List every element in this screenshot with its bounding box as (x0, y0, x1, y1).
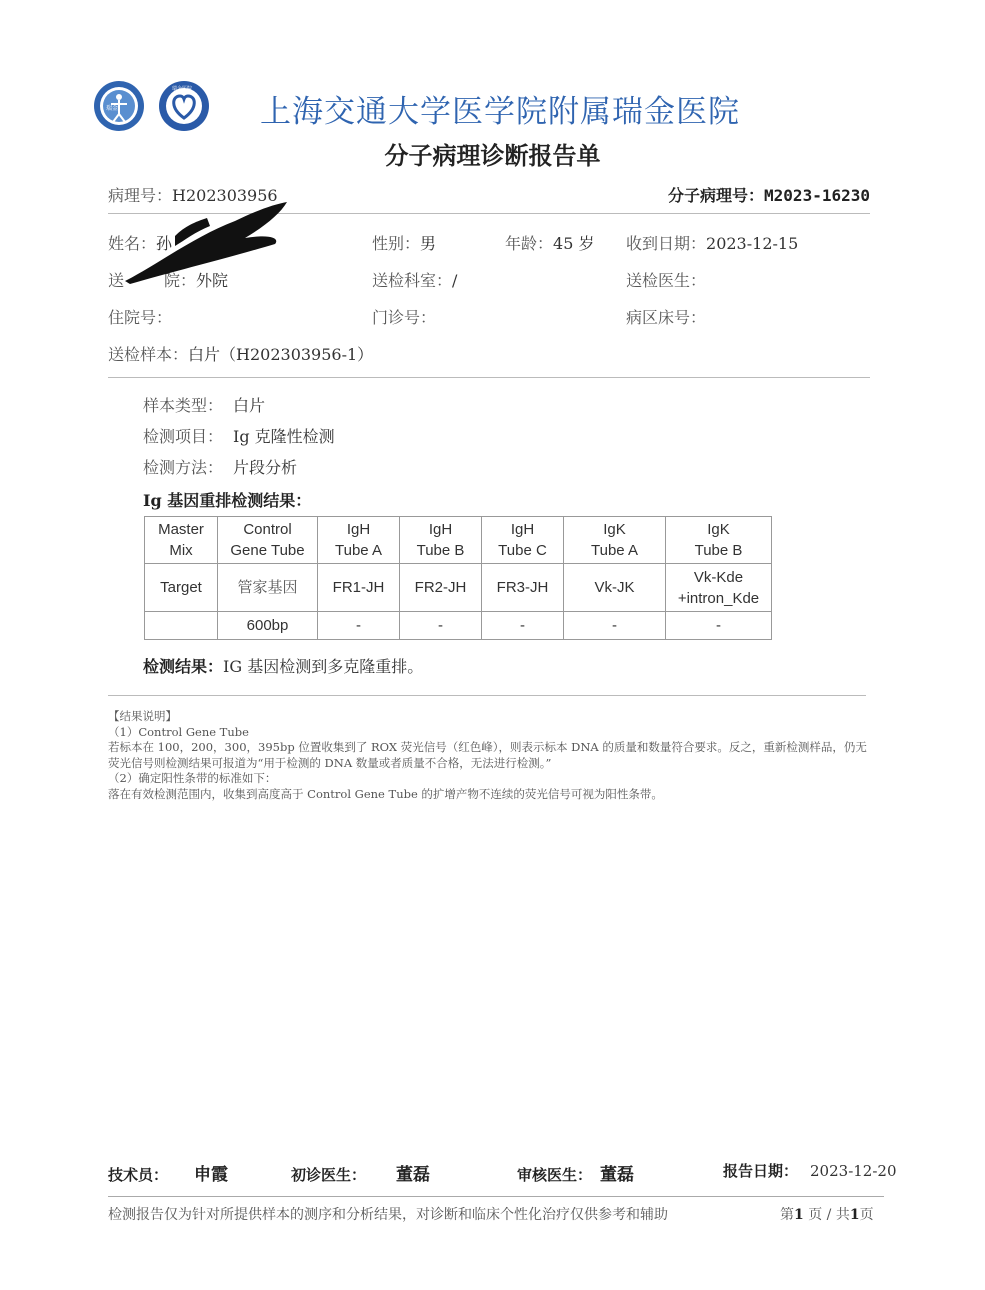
table-cell: - (564, 612, 666, 640)
test-item-value: Ig 克隆性检测 (233, 427, 335, 446)
sample-type-value: 白片 (233, 396, 266, 415)
divider-notes (108, 695, 866, 696)
sample-type-label: 样本类型： (143, 396, 224, 415)
table-cell: - (400, 612, 482, 640)
sample-value: 白片（H202303956-1） (188, 345, 374, 364)
technician-label: 技术员： (108, 1166, 169, 1184)
age-label: 年龄： (505, 234, 554, 253)
hospital-name: 上海交通大学医学院附属瑞金医院 (260, 94, 740, 130)
molecular-pathology-number (668, 183, 870, 206)
report-title: 分子病理诊断报告单 (384, 142, 601, 170)
table-header-cell: IgH Tube C (482, 517, 564, 564)
patient-sex (372, 231, 436, 254)
initial-doctor-label: 初诊医生： (291, 1166, 367, 1184)
submitting-dept (372, 268, 457, 291)
test-item-label: 检测项目： (143, 427, 224, 446)
sex-value: 男 (420, 234, 437, 253)
sample-label: 送检样本： (108, 345, 189, 364)
table-cell: FR2-JH (400, 564, 482, 612)
sample-type (143, 393, 265, 416)
technician-signature: 申霞 (194, 1165, 229, 1185)
inpatient-number (108, 305, 172, 328)
submitting-hospital-value: 外院 (196, 271, 229, 290)
logo-right-text: 瑞金医院 (172, 86, 193, 92)
review-doctor-label: 审核医生： (517, 1166, 593, 1184)
received-date (626, 231, 798, 254)
note-line: 落在有效检测范围内，收集到高度高于 Control Gene Tube 的扩增产物不连续的荧光信号可视为阳性条带。 (108, 786, 663, 801)
ward-bed (626, 305, 706, 328)
table-cell: 600bp (218, 612, 318, 640)
table-header-cell: IgH Tube A (318, 517, 400, 564)
submitting-doctor (626, 268, 706, 291)
table-header-cell: Master Mix (145, 517, 218, 564)
report-date-label: 报告日期： (723, 1162, 799, 1180)
redaction-scribble (115, 196, 295, 291)
hospital-emblem-left (93, 80, 145, 132)
received-date-value: 2023-12-15 (706, 234, 799, 253)
dept-value: / (452, 271, 458, 290)
inpatient-label: 住院号： (108, 308, 173, 327)
outpatient-number (372, 305, 436, 328)
table-cell: Vk-JK (564, 564, 666, 612)
outpatient-label: 门诊号： (372, 308, 437, 327)
patient-age (505, 231, 594, 254)
technician (108, 1160, 228, 1185)
test-method-label: 检测方法： (143, 458, 224, 477)
table-header-cell: IgK Tube A (564, 517, 666, 564)
review-doctor-signature: 董磊 (600, 1165, 635, 1185)
note-line: 若标本在 100，200，300，395bp 位置收集到了 ROX 荧光信号（红色峰），则表示标本 DNA 的质量和数量符合要求。反之，重新检测样品，仍无荧光信号则检测结果可报道为“用于检测的 DNA 数量或者质量不合格，无法进行检测。” (108, 740, 867, 770)
page-total: 1 (849, 1207, 860, 1223)
table-cell: FR1-JH (318, 564, 400, 612)
result-section-title: Ig 基因重排检测结果： (143, 491, 312, 510)
age-value: 45 岁 (553, 234, 595, 253)
review-doctor (517, 1160, 634, 1185)
page-indicator: 第1 页 / 共1页 (780, 1207, 874, 1223)
table-cell: FR3-JH (482, 564, 564, 612)
molecular-number-value: M2023-16230 (764, 186, 870, 205)
submitted-sample (108, 342, 373, 365)
submitting-hospital-label-start: 送 (108, 271, 125, 290)
ward-label: 病区床号： (626, 308, 707, 327)
note-line: （2）确定阳性条带的标准如下： (108, 771, 277, 785)
test-method-value: 片段分析 (233, 458, 298, 477)
report-date-value: 2023-12-20 (810, 1162, 897, 1180)
name-label: 姓名： (108, 234, 157, 253)
divider-footer (108, 1196, 884, 1197)
results-table (144, 516, 772, 640)
table-cell: - (666, 612, 772, 640)
divider-middle (108, 377, 870, 378)
note-line: （1）Control Gene Tube (108, 724, 249, 739)
table-cell: 管家基因 (218, 564, 318, 612)
footer-disclaimer: 检测报告仅为针对所提供样本的测序和分析结果，对诊断和临床个性化治疗仅供参考和辅助 (108, 1207, 668, 1223)
test-method (143, 455, 297, 478)
table-cell: - (318, 612, 400, 640)
page-number: 1 (794, 1207, 804, 1223)
table-cell: Target (145, 564, 218, 612)
notes-block (108, 709, 868, 802)
conclusion (143, 654, 423, 677)
hospital-emblem-right (158, 80, 210, 132)
logo-left-text: 瑞金 (106, 105, 119, 112)
table-cell (145, 612, 218, 640)
test-item (143, 424, 335, 447)
received-date-label: 收到日期： (626, 234, 707, 253)
submitting-hospital-label-end: 院： (164, 271, 197, 290)
initial-doctor-signature: 董磊 (396, 1165, 431, 1185)
initial-doctor (291, 1160, 430, 1185)
table-header-cell: IgK Tube B (666, 517, 772, 564)
table-header-row (145, 517, 772, 564)
conclusion-text: IG 基因检测到多克隆重排。 (223, 657, 424, 676)
table-cell: - (482, 612, 564, 640)
report-date (723, 1160, 897, 1181)
table-cell: Vk-Kde +intron_Kde (666, 564, 772, 612)
molecular-number-label: 分子病理号： (668, 186, 765, 205)
pathology-number-value: H202303956 (172, 186, 278, 205)
table-header-cell: Control Gene Tube (218, 517, 318, 564)
sex-label: 性别： (372, 234, 421, 253)
table-row (145, 564, 772, 612)
table-row (145, 612, 772, 640)
pathology-number-label: 病理号： (108, 186, 173, 205)
name-value: 孙 (156, 234, 173, 253)
dept-label: 送检科室： (372, 271, 453, 290)
doctor-label: 送检医生： (626, 271, 707, 290)
note-title: 【结果说明】 (108, 709, 177, 723)
table-header-cell: IgH Tube B (400, 517, 482, 564)
conclusion-label: 检测结果： (143, 657, 224, 676)
